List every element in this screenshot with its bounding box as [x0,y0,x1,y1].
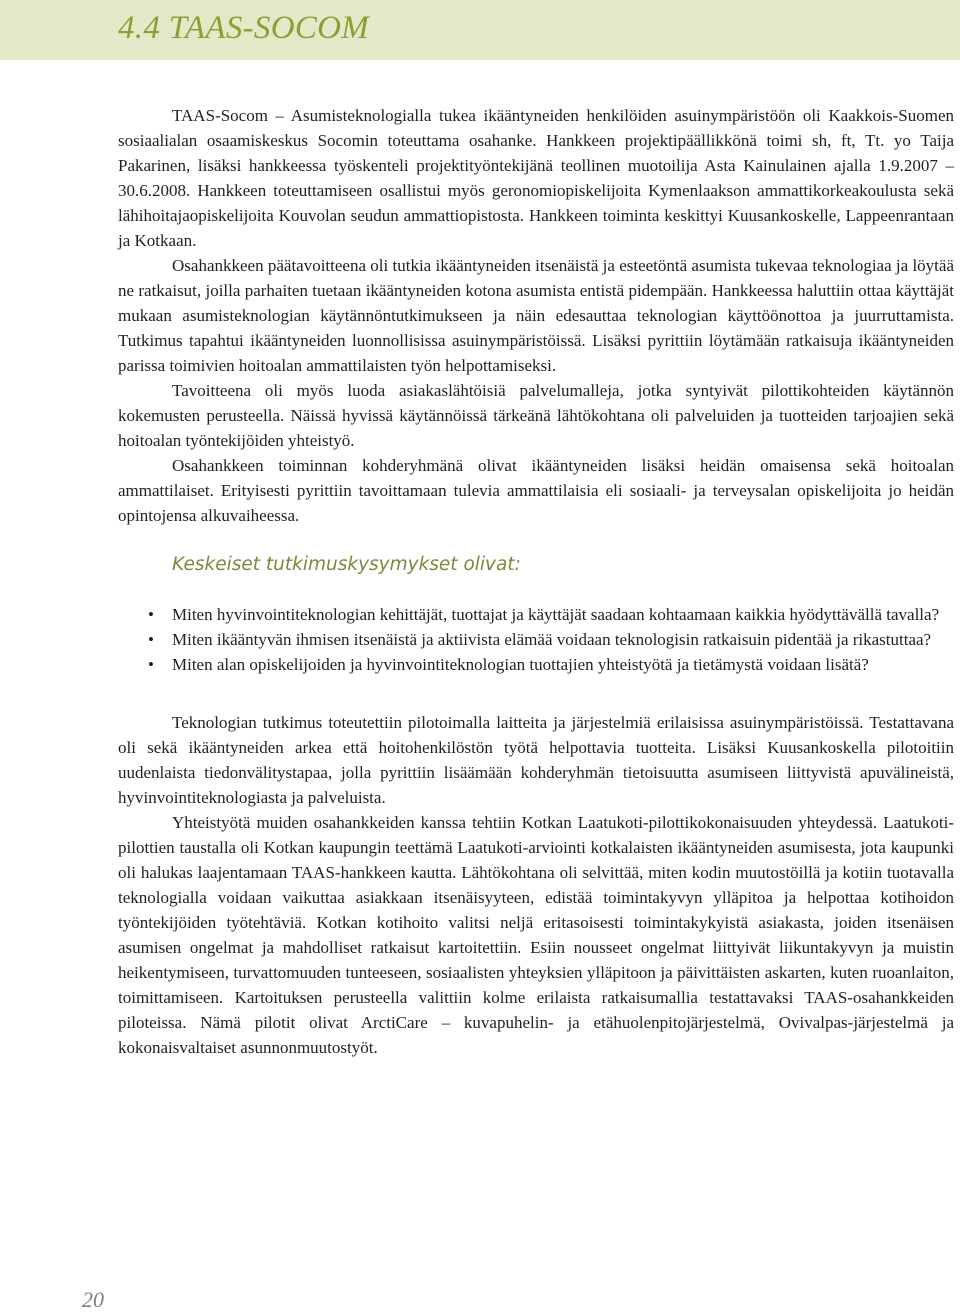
intro-paragraph-2: Osahankkeen päätavoitteena oli tutkia ikääntyneiden itsenäistä ja esteetöntä asumista tukevaa teknologiaa ja löytää ne ratkaisut, joilla parhaiten tuetaan ikääntyneiden kotona asumista entistä pidempään. Hankkeessa haluttiin ottaa käyttäjät mukaan asumisteknologian käytännöntutkimukseen ja näin edesauttaa teknologian käyttöönottoa ja juurruttamista. Tutkimus tapahtui ikääntyneiden luonnollisissa asuinympäristöissä. Lisäksi pyrittiin löytämään ratkaisuja ikääntyneiden parissa toimivien hoitoalan ammattilaisten työn helpottamiseksi. [118,256,954,375]
bullet-icon: • [148,605,154,624]
intro-paragraph-3: Tavoitteena oli myös luoda asiakaslähtöisiä palvelumalleja, jotka syntyivät pilottikohteiden käytännön kokemusten perusteella. Näissä hyvissä käytännöissä tärkeänä lähtökohtana oli palveluiden ja tuotteiden tarjoajien sekä hoitoalan työntekijöiden yhteistyö. [118,381,954,450]
page-body [118,103,954,1060]
research-question-item [118,627,954,652]
research-question-item [118,652,954,677]
intro-paragraph-4: Osahankkeen toiminnan kohderyhmänä olivat ikääntyneiden lisäksi heidän omaisensa sekä hoitoalan ammattilaiset. Erityisesti pyrittiin tavoittamaan tulevia ammattilaisia eli sosiaali- ja terveysalan opiskelijoita jo heidän opintojensa alkuvaiheessa. [118,456,954,525]
page-number: 20 [82,1287,104,1312]
closing-paragraph-2: Yhteistyötä muiden osahankkeiden kanssa tehtiin Kotkan Laatukoti-pilottikokonaisuuden yhteydessä. Laatukoti-pilottien taustalla oli Kotkan kaupungin teettämä Laatukoti-arviointi kotkalaisten ikääntyneiden asumisesta, jota kaupunki oli halukas laajentamaan TAAS-hankkeen kautta. Lähtökohtana oli selvittää, miten kodin muutostöillä ja kotiin tuotavalla teknologialla voidaan vaikuttaa asiakkaan itsenäisyyteen, edistää toimintakyvyn ylläpitoa ja helpottaa kotihoidon työntekijöiden työtehtäviä. Kotkan kotihoito valitsi neljä eritasoisesti toimintakykyistä asiakasta, joiden itsenäisen asumisen ongelmat ja mahdolliset ratkaisut kartoitettiin. Esiin nousseet ongelmat liittyivät liikuntakyvyn ja muistin heikentymiseen, turvattomuuden tunteeseen, sosiaalisten yhteyksien ylläpitoon ja päivittäisten askarten, kuten ruoanlaiton, toimittamiseen. Kartoituksen perusteella valittiin kolme erilaista ratkaisumallia testattavaksi TAAS-osahankkeiden piloteissa. Nämä pilotit olivat ArctiCare – kuvapuhelin- ja etähuolenpitojärjestelmä, Ovivalpas-järjestelmä ja kokonaisvaltaiset asunnonmuutostyöt. [118,813,954,1057]
section-heading: 4.4 TAAS-SOCOM [118,10,370,46]
research-questions-list [118,602,954,677]
research-question-item [118,602,954,627]
research-question-text: Miten hyvinvointiteknologian kehittäjät, tuottajat ja käyttäjät saadaan kohtaamaan kaikkia hyödyttävällä tavalla? [172,605,940,624]
bullet-icon: • [148,630,154,649]
intro-paragraph-1: TAAS-Socom – Asumisteknologialla tukea ikääntyneiden henkilöiden asuinympäristöön oli Kaakkois-Suomen sosiaalialan osaamiskeskus Socomin toteuttama osahanke. Hankkeen projektipäällikkönä toimi sh, ft, Tt. yo Taija Pakarinen, lisäksi hankkeessa työskenteli projektityöntekijänä teollinen muotoilija Asta Kainulainen ajalla 1.9.2007 – 30.6.2008. Hankkeen toteuttamiseen osallistui myös geronomiopiskelijoita Kymenlaakson ammattikorkeakoulusta sekä lähihoitajaopiskelijoita Kouvolan seudun ammattiopistosta. Hankkeen toiminta keskittyi Kuusankoskelle, Lappeenrantaan ja Kotkaan. [118,106,954,250]
research-question-text: Miten alan opiskelijoiden ja hyvinvointiteknologian tuottajien yhteistyötä ja tietämystä voidaan lisätä? [172,655,869,674]
research-question-text: Miten ikääntyvän ihmisen itsenäistä ja aktiivista elämää voidaan teknologisin ratkaisuin pidentää ja rikastuttaa? [172,630,932,649]
research-questions-heading: Keskeiset tutkimuskysymykset olivat: [172,554,521,575]
closing-paragraph-1: Teknologian tutkimus toteutettiin pilotoimalla laitteita ja järjestelmiä erilaisissa asuinympäristöissä. Testattavana oli sekä ikääntyneiden arkea että hoitohenkilöstön työtä helpottavia tuotteita. Lisäksi Kuusankoskella pilotoitiin uudenlaista tiedonvälitystapaa, jolla pyrittiin lisäämään kohderyhmän tietoisuutta asumiseen liittyvistä apuvälineistä, hyvinvointiteknologiasta ja palveluista. [118,713,954,807]
closing-section [118,710,954,1060]
bullet-icon: • [148,655,154,674]
